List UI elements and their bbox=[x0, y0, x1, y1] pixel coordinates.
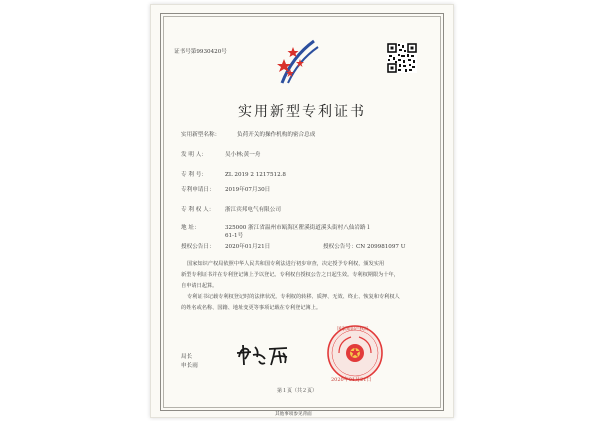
body-paragraph-line-1: 国家知识产权局依照中华人民共和国专利法进行初步审查，决定授予专利权，颁发实用 bbox=[187, 261, 385, 267]
director-name: 申长雨 bbox=[181, 363, 198, 369]
field-label-address: 地 址： bbox=[181, 225, 200, 231]
body-paragraph-line-5: 的姓名或名称、国籍、地址变更等事项记载在专利登记簿上。 bbox=[181, 305, 322, 311]
field-label-grant-date: 授权公告日： bbox=[181, 244, 215, 250]
field-value-inventor: 吴小林;黄一舟 bbox=[225, 152, 261, 158]
qr-code-icon bbox=[387, 43, 417, 73]
director-title: 局长 bbox=[181, 354, 193, 360]
field-value-address-cont: 61-1号 bbox=[225, 233, 244, 239]
announcement-value: CN 209981097 U bbox=[356, 244, 406, 250]
field-label-patentee: 专 利 权 人： bbox=[181, 207, 215, 213]
announcement-label: 授权公告号： bbox=[323, 244, 357, 250]
patent-certificate bbox=[150, 4, 454, 418]
certificate-title: 实用新型专利证书 bbox=[238, 104, 366, 120]
cnipa-logo-icon bbox=[274, 37, 320, 85]
field-value-patent-no: ZL 2019 2 1217512.8 bbox=[225, 172, 286, 178]
seal-text: 国家知识产权局 bbox=[337, 327, 369, 332]
field-label-name: 实用新型名称： bbox=[181, 132, 221, 138]
bottom-note: 其他事项参见背面 bbox=[275, 412, 312, 417]
field-value-name: 负荷开关的操作机构的密合总成 bbox=[237, 132, 316, 138]
field-value-grant-date: 2020年01月21日 bbox=[225, 244, 271, 250]
certificate-number: 证书号第9930420号 bbox=[174, 49, 227, 55]
field-label-filing-date: 专利申请日： bbox=[181, 187, 215, 193]
body-paragraph-line-2: 新型专利证书并在专利登记簿上予以登记。专利权自授权公告之日起生效。专利权期限为十年， bbox=[181, 272, 399, 278]
field-value-patentee: 浙江宾邦电气有限公司 bbox=[225, 207, 281, 213]
field-label-patent-no: 专 利 号： bbox=[181, 172, 207, 178]
page-footer: 第１页（共２页） bbox=[277, 388, 318, 394]
signature-icon bbox=[235, 339, 295, 369]
field-value-address: 325000 浙江省温州市瓯海区瞿溪街道溪头街村八仙岩路１ bbox=[225, 225, 372, 231]
body-paragraph-line-4: 专利证书记载专利权登记时的法律状况。专利权的转移、质押、无效、终止、恢复和专利权人 bbox=[187, 294, 400, 300]
body-paragraph-line-3: 自申请日起算。 bbox=[181, 283, 218, 289]
field-label-inventor: 发 明 人： bbox=[181, 152, 207, 158]
seal-date: 2020年01月21日 bbox=[331, 377, 372, 383]
field-value-filing-date: 2019年07月30日 bbox=[225, 187, 271, 193]
